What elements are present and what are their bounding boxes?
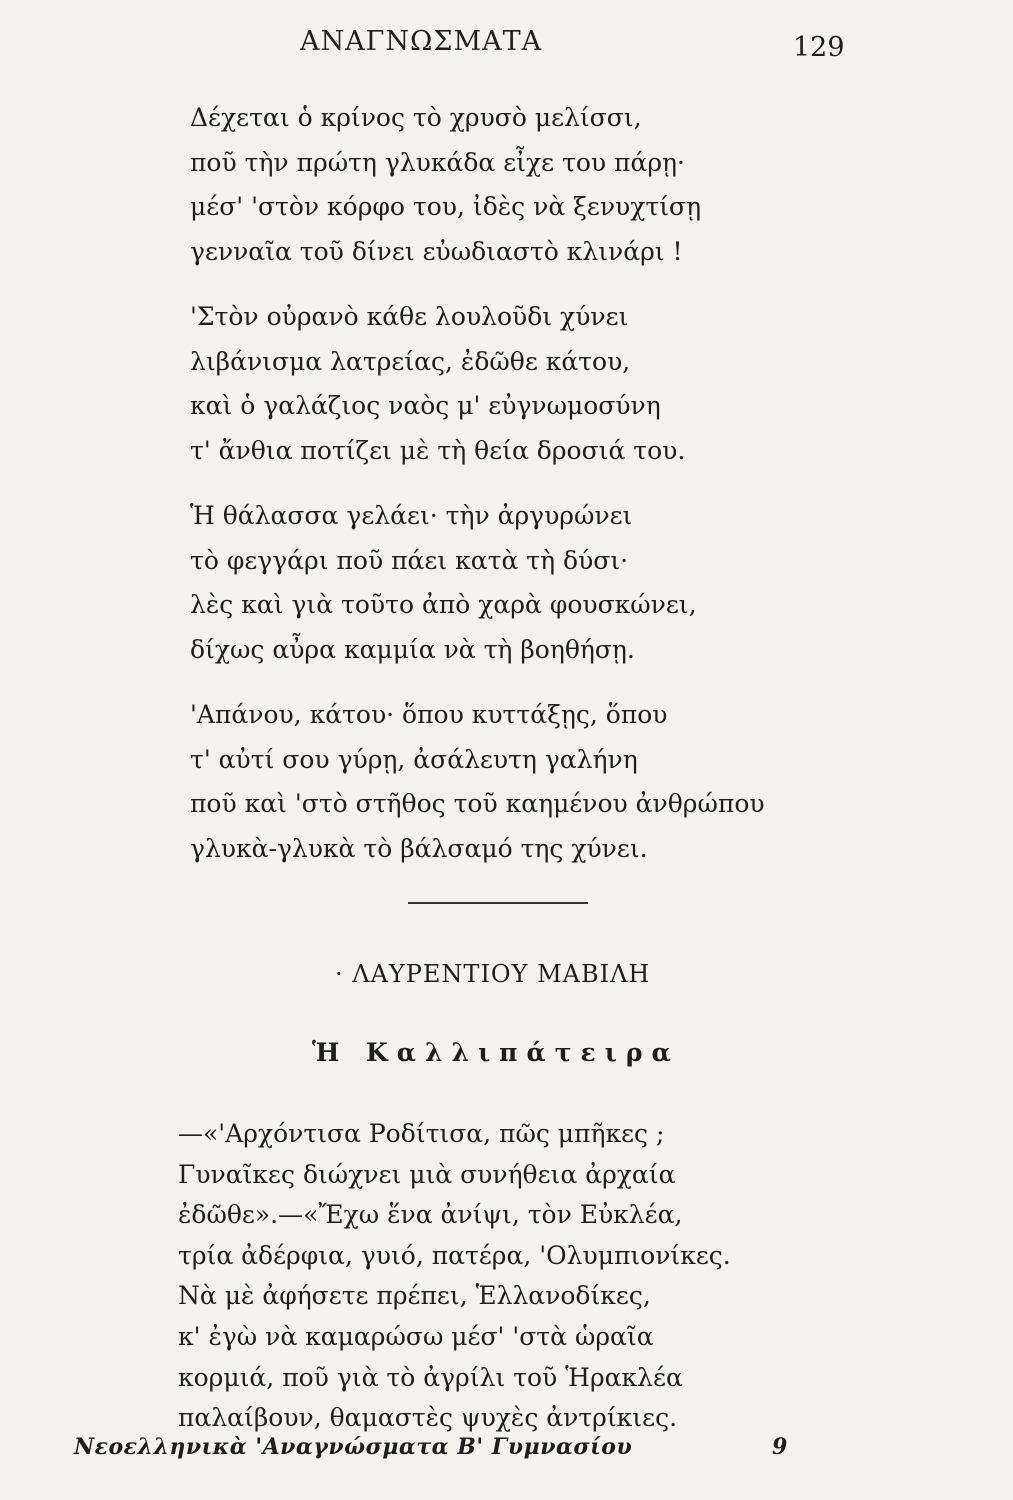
running-head: ΑΝΑΓΝΩΣΜΑΤΑ xyxy=(300,26,543,57)
stanza-3 xyxy=(190,494,765,672)
section-divider xyxy=(408,902,588,904)
poem-line: τ' ἄνθια ποτίζει μὲ τὴ θεία δροσιά του. xyxy=(190,435,686,465)
poem-line: τ' αὐτί σου γύρῃ, ἀσάλευτη γαλήνη xyxy=(190,744,638,774)
poem-line: Δέχεται ὁ κρίνος τὸ χρυσὸ μελίσσι, xyxy=(190,103,642,132)
sonnet xyxy=(178,1114,731,1439)
stanza-2 xyxy=(190,295,765,473)
sonnet-line: τρία ἀδέρφια, γυιό, πατέρα, 'Ολυμπιονίκες. xyxy=(178,1240,731,1270)
poem-title: Ἡ Καλλιπάτειρα xyxy=(312,1038,680,1067)
poem-line: γενναῖα τοῦ δίνει εὐωδιαστὸ κλινάρι ! xyxy=(190,236,683,266)
poem-line: 'Στὸν οὐρανὸ κάθε λουλοῦδι χύνει xyxy=(190,302,629,331)
poem-line: 'Απάνου, κάτου· ὅπου κυττάξῃς, ὅπου xyxy=(190,700,668,729)
footer-signature-mark: 9 xyxy=(772,1434,788,1460)
page-number: 129 xyxy=(793,32,845,63)
poem-line: μέσ' 'στὸν κόρφο του, ἰδὲς νὰ ξενυχτίσῃ xyxy=(190,192,702,221)
poem-line: ποῦ τὴν πρώτη γλυκάδα εἶχε του πάρῃ· xyxy=(190,147,685,177)
stanza-4 xyxy=(190,693,765,871)
poem-line: καὶ ὁ γαλάζιος ναὸς μ' εὐγνωμοσύνη xyxy=(190,391,661,420)
poem-line: γλυκὰ-γλυκὰ τὸ βάλσαμό της χύνει. xyxy=(190,833,648,863)
footer-book-title: Νεοελληνικὰ 'Αναγνώσματα Β' Γυμνασίου xyxy=(74,1434,633,1460)
sonnet-line: —«'Αρχόντισα Ροδίτισα, πῶς μπῆκες ; xyxy=(178,1119,665,1148)
sonnet-line: ἐδῶθε».—«Ἔχω ἕνα ἀνίψι, τὸν Εὐκλέα, xyxy=(178,1200,683,1230)
poem xyxy=(190,96,765,892)
poem-line: λιβάνισμα λατρείας, ἐδῶθε κάτου, xyxy=(190,346,631,376)
author-heading: · ΛΑΥΡΕΝΤΙΟΥ ΜΑΒΙΛΗ xyxy=(335,960,651,988)
stanza-1 xyxy=(190,96,765,274)
sonnet-line: Νὰ μὲ ἀφήσετε πρέπει, Ἑλλανοδίκες, xyxy=(178,1281,651,1311)
poem-line: δίχως αὖρα καμμία νὰ τὴ βοηθήσῃ. xyxy=(190,634,635,664)
sonnet-line: Γυναῖκες διώχνει μιὰ συνήθεια ἀρχαία xyxy=(178,1159,676,1189)
poem-line: τὸ φεγγάρι ποῦ πάει κατὰ τὴ δύσι· xyxy=(190,545,629,575)
sonnet-line: παλαίβουν, θαμαστὲς ψυχὲς ἀντρίκιες. xyxy=(178,1403,678,1433)
poem-line: Ἡ θάλασσα γελάει· τὴν ἀργυρώνει xyxy=(190,501,633,530)
poem-line: λὲς καὶ γιὰ τοῦτο ἀπὸ χαρὰ φουσκώνει, xyxy=(190,590,697,619)
sonnet-line: κ' ἐγὼ νὰ καμαρώσω μέσ' 'στὰ ὡραῖα xyxy=(178,1321,654,1351)
sonnet-line: κορμιά, ποῦ γιὰ τὸ ἀγρίλι τοῦ Ἡρακλέα xyxy=(178,1362,683,1392)
poem-line: ποῦ καὶ 'στὸ στῆθος τοῦ καημένου ἀνθρώπου xyxy=(190,789,765,818)
